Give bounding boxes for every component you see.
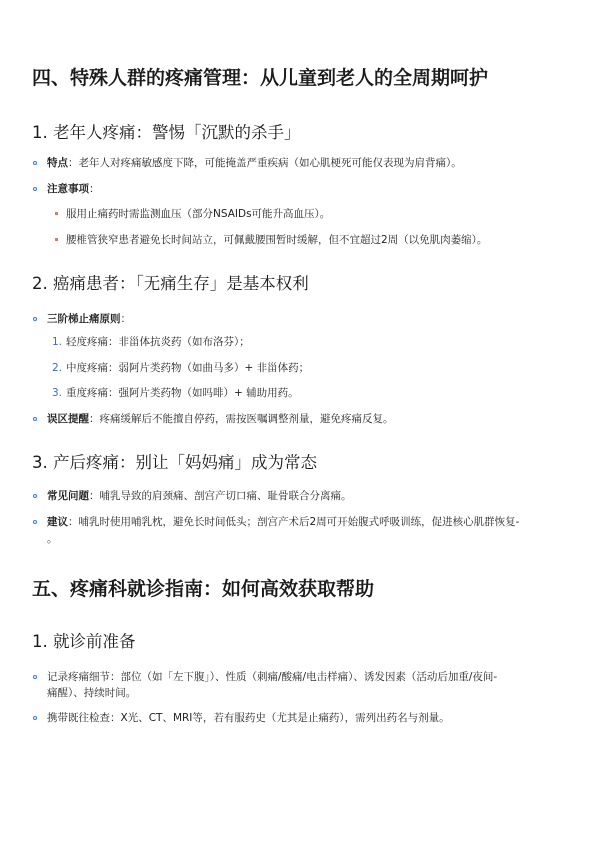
postpartum-common bbox=[47, 488, 352, 504]
bullet-icon bbox=[33, 187, 37, 191]
cancer-heading: 2. 癌痛患者：「无痛生存」是基本权利 bbox=[32, 274, 309, 293]
elderly-note-item: 服用止痛药时需监测血压（部分NSAIDs可能升高血压）。 bbox=[66, 208, 331, 220]
elderly-heading: 1. 老年人疼痛：警惕「沉默的杀手」 bbox=[32, 123, 301, 142]
advice-text: ：哺乳时使用哺乳枕，避免长时间低头；剖宫产术后2周可开始腹式呼吸训练，促进核心肌群恢复- bbox=[68, 516, 520, 528]
step-number: 3. bbox=[52, 387, 63, 399]
bullet-icon bbox=[33, 317, 37, 321]
sub-bullet-icon bbox=[55, 212, 58, 215]
step-number: 1. bbox=[52, 336, 63, 348]
bullet-icon bbox=[33, 520, 37, 524]
cancer-myth bbox=[47, 411, 394, 427]
bullet-icon bbox=[33, 161, 37, 165]
step-number: 2. bbox=[52, 362, 63, 374]
notes-label: 注意事项 bbox=[47, 183, 89, 195]
elderly-feature bbox=[47, 155, 462, 171]
step-text: 重度疼痛：强阿片类药物（如吗啡）+ 辅助用药。 bbox=[66, 387, 299, 399]
common-text: ：哺乳导致的肩颈痛、剖宫产切口痛、耻骨联合分离痛。 bbox=[89, 490, 352, 502]
sub-bullet-icon bbox=[55, 238, 58, 241]
postpartum-heading: 3. 产后疼痛：别让「妈妈痛」成为常态 bbox=[32, 453, 317, 472]
ladder-colon: ： bbox=[120, 313, 131, 325]
step-text: 轻度疼痛：非甾体抗炎药（如布洛芬）； bbox=[66, 336, 250, 348]
cancer-ladder bbox=[47, 311, 131, 327]
feature-text: ：老年人对疼痛敏感度下降，可能掩盖严重疾病（如心肌梗死可能仅表现为肩背痛）。 bbox=[68, 157, 462, 169]
prep-heading: 1. 就诊前准备 bbox=[32, 632, 136, 651]
postpartum-advice bbox=[47, 514, 519, 530]
notes-colon: ： bbox=[89, 183, 100, 195]
section-5-title: 五、疼痛科就诊指南：如何高效获取帮助 bbox=[32, 578, 375, 600]
step-text: 中度疼痛：弱阿片类药物（如曲马多）+ 非甾体药； bbox=[66, 362, 310, 374]
bullet-icon bbox=[33, 417, 37, 421]
bullet-icon bbox=[33, 675, 37, 679]
prep-item: 记录疼痛细节：部位（如「左下腹」）、性质（刺痛/酸痛/电击样痛）、诱发因素（活动后加重/夜间- bbox=[47, 671, 498, 683]
prep-item-continuation: 痛醒）、持续时间。 bbox=[47, 687, 137, 699]
prep-item: 携带既往检查：X光、CT、MRI等，若有服药史（尤其是止痛药），需列出药名与剂量。 bbox=[47, 712, 450, 724]
myth-text: ：疼痛缓解后不能擅自停药，需按医嘱调整剂量，避免疼痛反复。 bbox=[89, 413, 394, 425]
advice-label: 建议 bbox=[47, 516, 68, 528]
elderly-notes bbox=[47, 181, 100, 197]
section-4-title: 四、特殊人群的疼痛管理：从儿童到老人的全周期呵护 bbox=[32, 67, 489, 89]
feature-label: 特点 bbox=[47, 157, 68, 169]
bullet-icon bbox=[33, 494, 37, 498]
ladder-label: 三阶梯止痛原则 bbox=[47, 313, 121, 325]
bullet-icon bbox=[33, 716, 37, 720]
elderly-note-item: 腰椎管狭窄患者避免长时间站立，可佩戴腰围暂时缓解，但不宜超过2周（以免肌肉萎缩）。 bbox=[66, 234, 488, 246]
advice-continuation: 。 bbox=[47, 533, 58, 545]
common-label: 常见问题 bbox=[47, 490, 89, 502]
myth-label: 误区提醒 bbox=[47, 413, 89, 425]
